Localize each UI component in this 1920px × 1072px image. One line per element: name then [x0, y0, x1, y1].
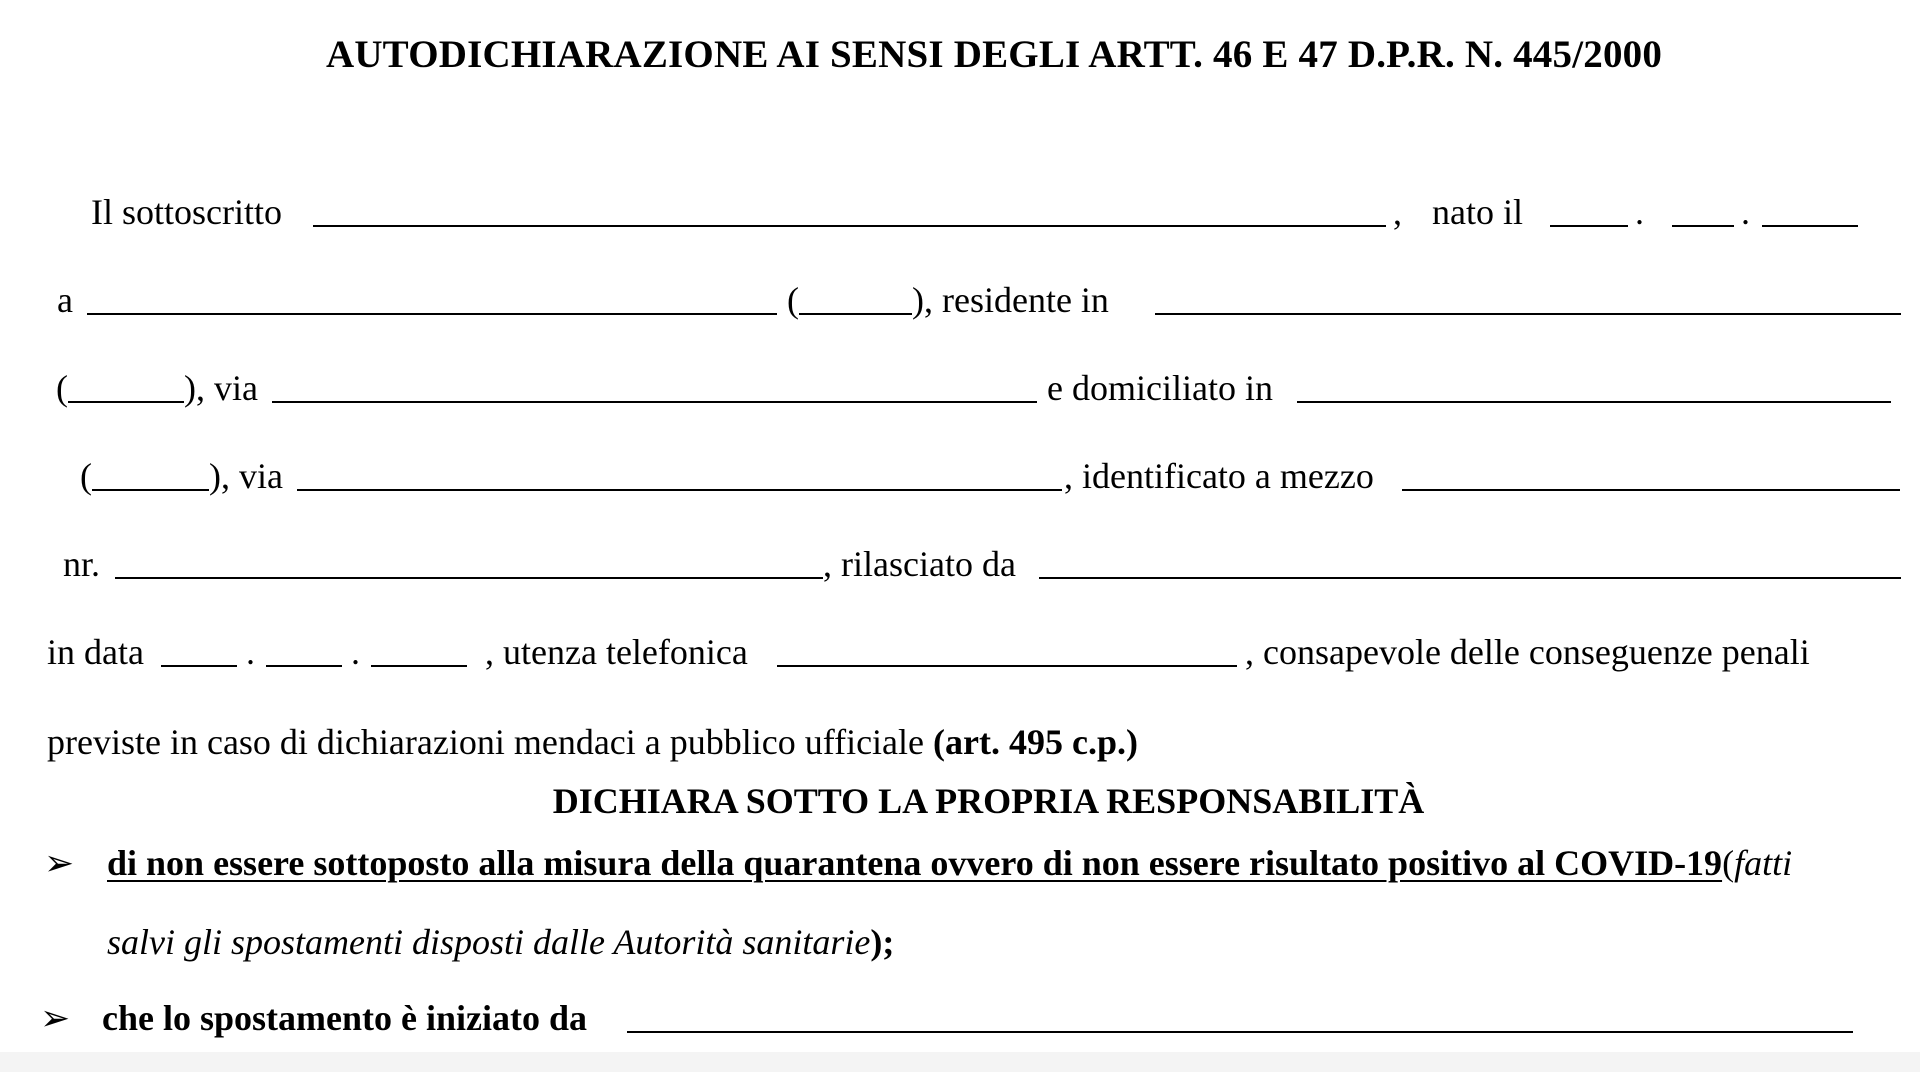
declaration-item-quarantena-cont — [0, 917, 1920, 967]
province-open-paren: ( — [56, 368, 68, 408]
residence-street-field[interactable] — [272, 401, 1037, 403]
nato-il-label: nato il — [1432, 192, 1523, 232]
form-line-via-domicilio — [0, 451, 1920, 501]
domicile-province-field[interactable] — [92, 489, 209, 491]
quarantena-statement — [107, 838, 1792, 888]
in-data-label: in data — [47, 632, 144, 672]
residence-city-field[interactable] — [1155, 313, 1901, 315]
birth-day-field[interactable] — [1550, 225, 1628, 227]
declaration-item-spostamento — [0, 993, 1920, 1043]
arrow-bullet-icon: ➢ — [40, 998, 71, 1038]
id-document-number-field[interactable] — [115, 577, 823, 579]
birth-date-dot-1: . — [1635, 192, 1644, 232]
birth-place-field[interactable] — [87, 313, 777, 315]
issue-year-field[interactable] — [371, 665, 467, 667]
province-open-paren: ( — [80, 456, 92, 496]
form-line-documento — [0, 539, 1920, 589]
birth-date-dot-2: . — [1741, 192, 1750, 232]
sottoscritto-field[interactable] — [313, 225, 1386, 227]
issuer-field[interactable] — [1039, 577, 1901, 579]
departure-place-field[interactable] — [627, 1031, 1853, 1033]
sanitarie-italic: salvi gli spostamenti disposti dalle Autorità sanitarie — [107, 922, 871, 962]
birth-province-field[interactable] — [799, 313, 912, 315]
residente-label: ), residente in — [912, 280, 1109, 320]
birth-year-field[interactable] — [1762, 225, 1858, 227]
rilasciato-label: , rilasciato da — [823, 544, 1016, 584]
issue-date-dot-1: . — [246, 632, 255, 672]
comma-label: , — [1393, 192, 1402, 232]
sanitarie-statement — [107, 917, 894, 967]
nr-label: nr. — [63, 544, 101, 584]
previste-text-body: previste in caso di dichiarazioni mendaci a pubblico ufficiale — [47, 722, 934, 762]
document-title: AUTODICHIARAZIONE AI SENSI DEGLI ARTT. 46 E 47 D.P.R. N. 445/2000 — [325, 33, 1663, 76]
residence-province-field[interactable] — [68, 401, 184, 403]
issue-day-field[interactable] — [161, 665, 237, 667]
utenza-label: , utenza telefonica — [485, 632, 748, 672]
consapevole-label: , consapevole delle conseguenze penali — [1245, 632, 1810, 672]
form-line-sottoscritto — [0, 187, 1920, 237]
a-label: a — [57, 280, 73, 320]
phone-number-field[interactable] — [777, 665, 1237, 667]
domicile-street-field[interactable] — [297, 489, 1062, 491]
spostamento-label: che lo spostamento è iniziato da — [102, 998, 587, 1038]
declaration-heading: DICHIARA SOTTO LA PROPRIA RESPONSABILITÀ — [552, 781, 1425, 821]
form-line-luogo-nascita — [0, 275, 1920, 325]
form-line-previste — [0, 717, 1920, 767]
form-line-data-telefono — [0, 627, 1920, 677]
quarantena-bold-text: di non essere sottoposto alla misura della quarantena ovvero di non essere risultato positivo al COVID-19 — [107, 843, 1723, 883]
sottoscritto-label: Il sottoscritto — [91, 192, 282, 232]
closing-paren: ); — [870, 922, 895, 962]
province-open-paren: ( — [787, 280, 799, 320]
via-label: ), via — [209, 456, 283, 496]
issue-month-field[interactable] — [266, 665, 342, 667]
previste-text — [47, 717, 1138, 767]
domicile-city-field[interactable] — [1297, 401, 1891, 403]
page-bottom-strip — [0, 1052, 1920, 1072]
art-495-reference: (art. 495 c.p.) — [933, 722, 1138, 762]
id-document-type-field[interactable] — [1402, 489, 1900, 491]
paren-open: ( — [1722, 843, 1735, 883]
fatti-italic: fatti — [1734, 843, 1793, 883]
form-line-via-residenza — [0, 363, 1920, 413]
via-label: ), via — [184, 368, 258, 408]
issue-date-dot-2: . — [351, 632, 360, 672]
domiciliato-label: e domiciliato in — [1047, 368, 1273, 408]
arrow-bullet-icon: ➢ — [44, 843, 75, 883]
identificato-label: , identificato a mezzo — [1064, 456, 1374, 496]
declaration-item-quarantena — [0, 838, 1920, 888]
birth-month-field[interactable] — [1672, 225, 1734, 227]
